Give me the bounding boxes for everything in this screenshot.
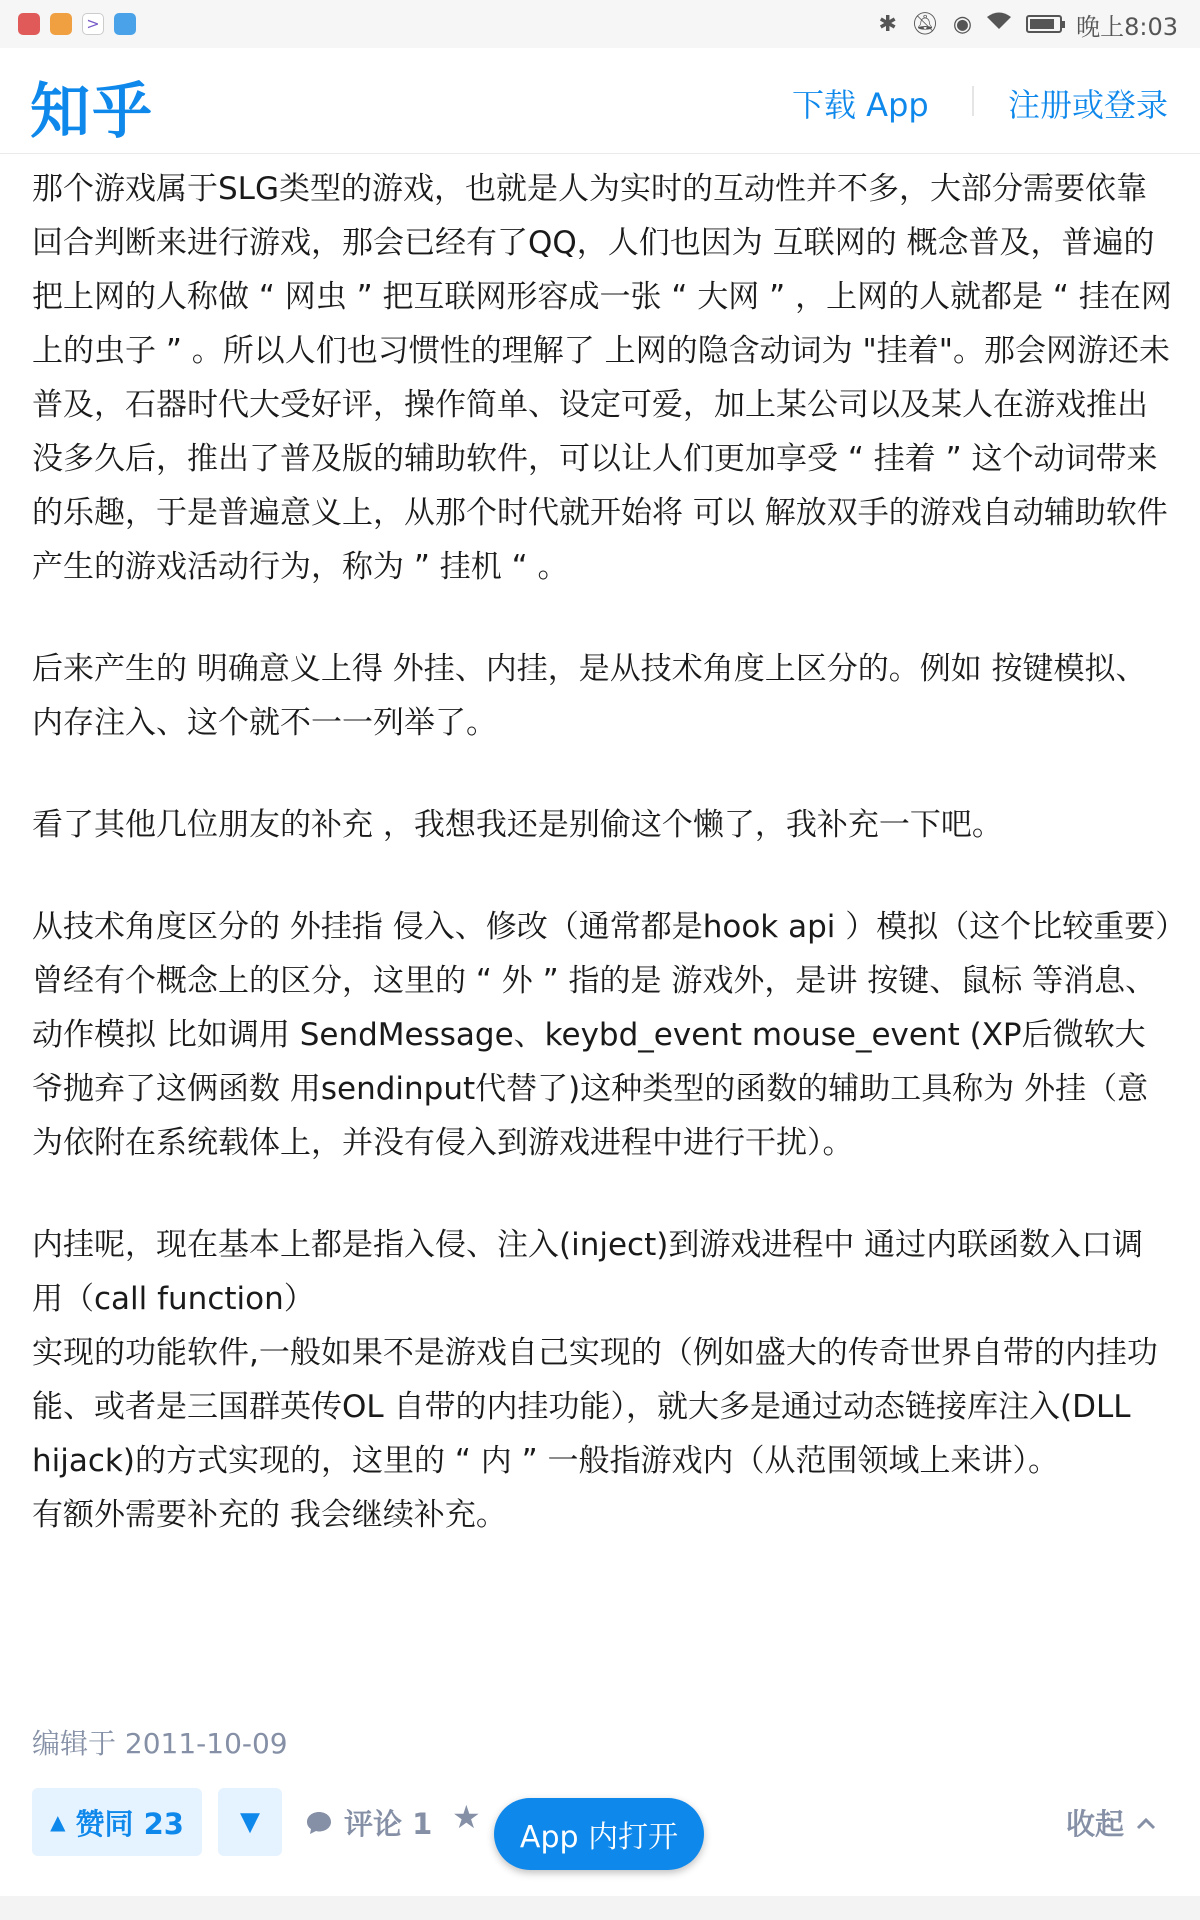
wifi-icon bbox=[986, 11, 1012, 37]
vote-up-button[interactable] bbox=[32, 1788, 202, 1856]
edited-time[interactable]: 编辑于 2011-10-09 bbox=[32, 1727, 288, 1760]
status-bar bbox=[0, 0, 1200, 48]
paragraph: 从技术角度区分的 外挂指 侵入、修改（通常都是hook api ）模拟（这个比较重要）曾经有个概念上的区分，这里的 “ 外 ” 指的是 游戏外，是讲 按键、鼠标 等消息、动作模拟 比如调用 SendMessage、keybd_event mouse_event (XP后微软大爷抛弃了这俩函数 用sendinput代替了)这种类型的函数的辅助工具称为 外挂（意为依附在系统载体上，并没有侵入到游戏进程中进行干扰）。 bbox=[32, 909, 1171, 1161]
answer-content bbox=[32, 162, 1172, 1542]
answer-action-bar bbox=[0, 1786, 1200, 1896]
notification-icons bbox=[18, 13, 136, 35]
app-notification-icon bbox=[18, 13, 40, 35]
star-icon[interactable]: ★ bbox=[452, 1798, 481, 1836]
open-in-app-button[interactable]: App 内打开 bbox=[494, 1798, 704, 1870]
download-app-link[interactable]: 下载 App bbox=[792, 86, 929, 124]
next-card-edge bbox=[0, 1896, 1200, 1920]
bluetooth-icon: ✱ bbox=[878, 11, 897, 37]
comment-label: 评论 1 bbox=[344, 1807, 433, 1841]
collapse-label: 收起 bbox=[1065, 1807, 1124, 1841]
paragraph: 有额外需要补充的 我会继续补充。 bbox=[32, 1497, 507, 1533]
vote-down-button[interactable] bbox=[218, 1788, 282, 1856]
clock: 晚上8:03 bbox=[1076, 12, 1178, 41]
paragraph: 后来产生的 明确意义上得 外挂、内挂，是从技术角度上区分的。例如 按键模拟、内存注入、这个就不一一列举了。 bbox=[32, 651, 1147, 741]
login-link[interactable]: 注册或登录 bbox=[1008, 86, 1169, 124]
app-notification-icon bbox=[50, 13, 72, 35]
zhihu-logo[interactable]: 知乎 bbox=[30, 77, 154, 147]
header-divider bbox=[972, 86, 974, 116]
mute-icon: 🔕︎ bbox=[910, 11, 939, 37]
eye-icon: ◉ bbox=[952, 11, 973, 37]
vote-up-label: 赞同 23 bbox=[75, 1806, 184, 1841]
collapse-button[interactable] bbox=[1066, 1802, 1156, 1843]
comment-button[interactable] bbox=[306, 1802, 432, 1843]
paragraph: 实现的功能软件,一般如果不是游戏自己实现的（例如盛大的传奇世界自带的内挂功能、或者是三国群英传OL 自带的内挂功能），就大多是通过动态链接库注入(DLL hijack)的方式实现的，这里的 “ 内 ” 一般指游戏内（从范围领域上来讲）。 bbox=[32, 1335, 1158, 1479]
paragraph: 那个游戏属于SLG类型的游戏，也就是人为实时的互动性并不多，大部分需要依靠回合判断来进行游戏，那会已经有了QQ，人们也因为 互联网的 概念普及，普遍的把上网的人称做 “ 网虫 ” 把互联网形容成一张 “ 大网 ” ，上网的人就都是 “ 挂在网上的虫子 ” 。所以人们也习惯性的理解了 上网的隐含动词为 "挂着"。那会网游还未普及，石器时代大受好评，操作简单、设定可爱，加上某公司以及某人在游戏推出没多久后，推出了普及版的辅助软件，可以让人们更加享受 “ 挂着 ” 这个动词带来的乐趣，于是普遍意义上，从那个时代就开始将 可以 解放双手的游戏自动辅助软件产生的游戏活动行为，称为 ” 挂机 “ 。 bbox=[32, 171, 1172, 585]
battery-icon bbox=[1026, 15, 1062, 33]
comment-bubble-icon bbox=[306, 1811, 332, 1835]
triangle-up-icon: ▲ bbox=[50, 1810, 66, 1834]
paragraph: 内挂呢，现在基本上都是指入侵、注入(inject)到游戏进程中 通过内联函数入口调用（call function） bbox=[32, 1227, 1144, 1317]
paragraph: 看了其他几位朋友的补充 ，我想我还是别偷这个懒了，我补充一下吧。 bbox=[32, 807, 1003, 843]
battery-level bbox=[1030, 19, 1054, 29]
triangle-down-icon: ▼ bbox=[240, 1807, 260, 1837]
app-notification-icon bbox=[114, 13, 136, 35]
app-notification-icon: > bbox=[82, 13, 104, 35]
chevron-up-icon bbox=[1136, 1816, 1156, 1830]
site-header bbox=[0, 48, 1200, 154]
